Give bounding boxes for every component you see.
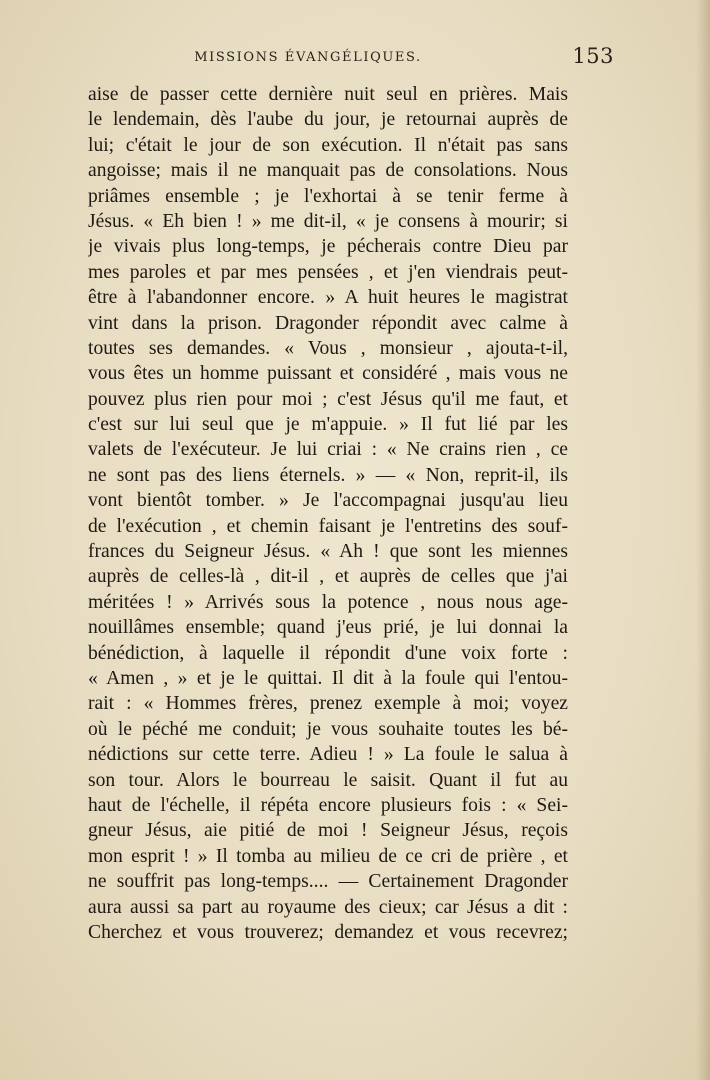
text-line: le lendemain, dès l'aube du jour, je retournai auprès de	[88, 109, 568, 131]
text-line: vont bientôt tomber. » Je l'accompagnai jusqu'au lieu	[88, 490, 568, 512]
text-line: auprès de celles-là , dit-il , et auprès de celles que j'ai	[88, 566, 568, 588]
text-line: pouvez plus rien pour moi ; c'est Jésus qu'il me faut, et	[88, 388, 568, 410]
text-line: priâmes ensemble ; je l'exhortai à se tenir ferme à	[88, 185, 568, 207]
text-line: de l'exécution , et chemin faisant je l'entretins des souf-	[88, 515, 568, 537]
text-line: angoisse; mais il ne manquait pas de consolations. Nous	[88, 160, 568, 182]
text-line: nouillâmes ensemble; quand j'eus prié, je lui donnai la	[88, 617, 568, 639]
text-line: son tour. Alors le bourreau le saisit. Quant il fut au	[88, 769, 568, 791]
text-line: mon esprit ! » Il tomba au milieu de ce cri de prière , et	[88, 845, 568, 867]
text-line: ne souffrit pas long-temps.... — Certainement Dragonder	[88, 871, 568, 893]
text-line: « Amen , » et je le quittai. Il dit à la foule qui l'entou-	[88, 667, 568, 689]
text-line: vous êtes un homme puissant et considéré , mais vous ne	[88, 363, 568, 385]
text-line: frances du Seigneur Jésus. « Ah ! que sont les miennes	[88, 541, 568, 563]
text-line: vint dans la prison. Dragonder répondit avec calme à	[88, 312, 568, 334]
text-line: gneur Jésus, aie pitié de moi ! Seigneur Jésus, reçois	[88, 820, 568, 842]
text-line: être à l'abandonner encore. » A huit heures le magistrat	[88, 287, 568, 309]
text-line: Cherchez et vous trouverez; demandez et vous recevrez;	[88, 921, 568, 943]
text-line: rait : « Hommes frères, prenez exemple à moi; voyez	[88, 693, 568, 715]
text-line: méritées ! » Arrivés sous la potence , nous nous age-	[88, 591, 568, 613]
running-head	[88, 44, 614, 72]
running-title: MISSIONS ÉVANGÉLIQUES.	[194, 50, 422, 65]
text-line: toutes ses demandes. « Vous , monsieur , ajouta-t-il,	[88, 337, 568, 359]
text-line: valets de l'exécuteur. Je lui criai : « Ne crains rien , ce	[88, 439, 568, 461]
body-text	[88, 82, 568, 945]
text-line: haut de l'échelle, il répéta encore plusieurs fois : « Sei-	[88, 794, 568, 816]
text-line: où le péché me conduit; je vous souhaite toutes les bé-	[88, 718, 568, 740]
text-line: lui; c'était le jour de son exécution. Il n'était pas sans	[88, 134, 568, 156]
page-number: 153	[572, 44, 614, 68]
text-line: nédictions sur cette terre. Adieu ! » La foule le salua à	[88, 744, 568, 766]
text-line: c'est sur lui seul que je m'appuie. » Il fut lié par les	[88, 414, 568, 436]
page-edge-shadow	[696, 0, 710, 1080]
text-line: Jésus. « Eh bien ! » me dit-il, « je consens à mourir; si	[88, 210, 568, 232]
text-line: aura aussi sa part au royaume des cieux; car Jésus a dit :	[88, 896, 568, 918]
text-line: aise de passer cette dernière nuit seul en prières. Mais	[88, 84, 568, 105]
text-line: je vivais plus long-temps, je pécherais contre Dieu par	[88, 236, 568, 258]
text-line: bénédiction, à laquelle il répondit d'une voix forte :	[88, 642, 568, 664]
text-line: ne sont pas des liens éternels. » — « Non, reprit-il, ils	[88, 464, 568, 486]
text-line: mes paroles et par mes pensées , et j'en viendrais peut-	[88, 261, 568, 283]
